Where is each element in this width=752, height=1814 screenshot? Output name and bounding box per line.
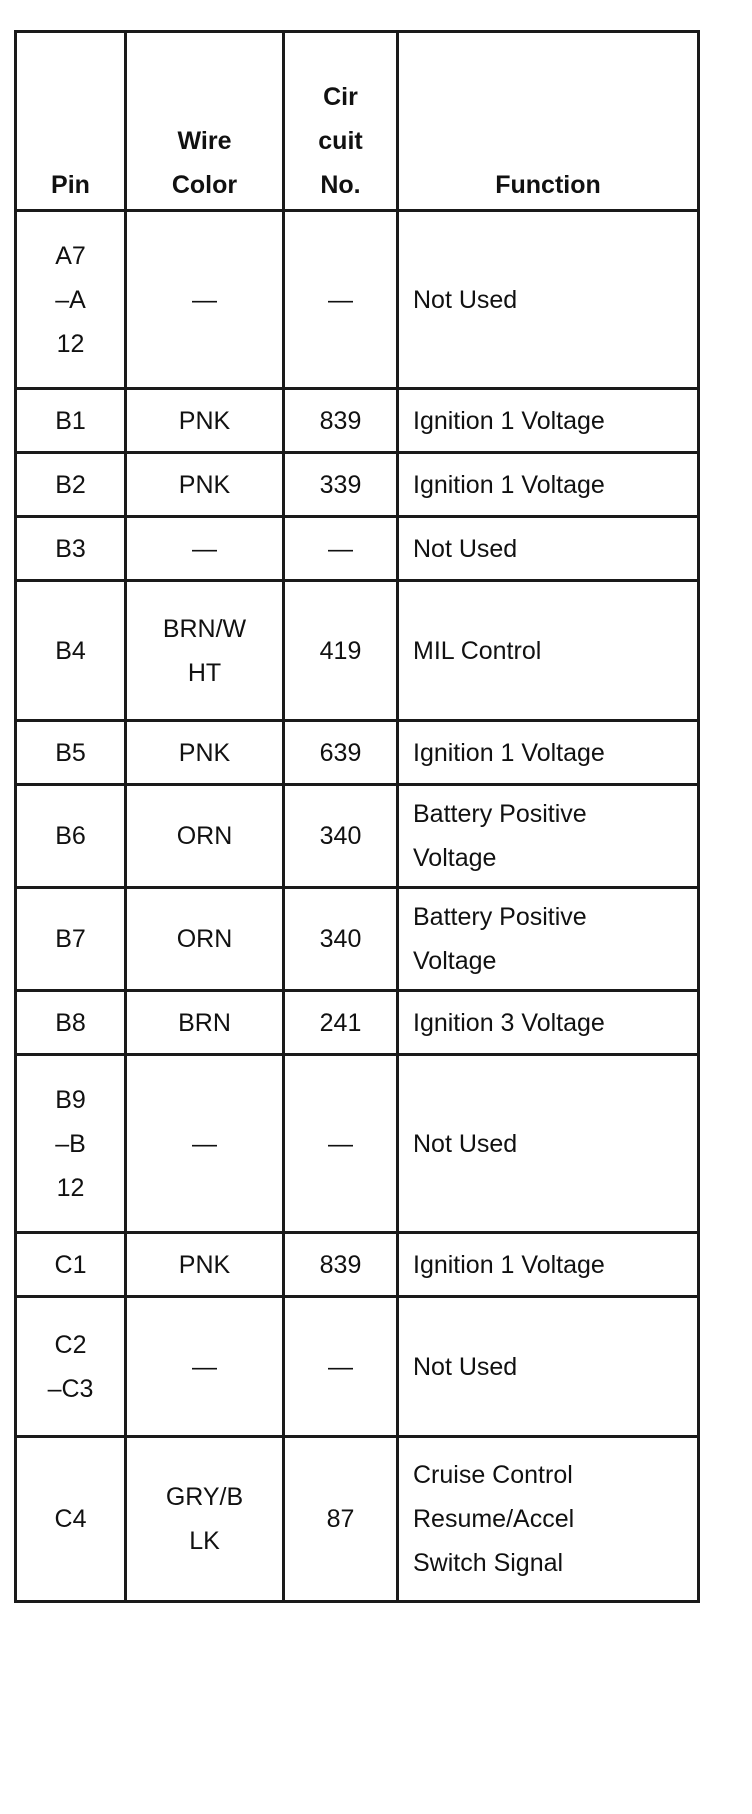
pin-value: C4 <box>54 1505 87 1533</box>
table-row <box>16 1297 699 1437</box>
function-cell <box>398 888 699 991</box>
table-row <box>16 581 699 721</box>
circuit-value: 339 <box>319 470 362 499</box>
circuit-value: — <box>328 1352 353 1381</box>
header-function <box>398 32 699 211</box>
table-row <box>16 785 699 888</box>
wire-color-value: — <box>192 285 217 314</box>
function-cell <box>398 517 699 581</box>
function-value: Ignition 1 Voltage <box>413 738 605 767</box>
wire-color-value: BRN/W HT <box>162 614 247 687</box>
table-row <box>16 1055 699 1233</box>
circuit-value: 241 <box>319 1008 362 1037</box>
pin-cell <box>16 1437 126 1602</box>
function-cell <box>398 1233 699 1297</box>
circuit-cell <box>284 1233 398 1297</box>
header-wire-color <box>126 32 284 211</box>
function-cell <box>398 389 699 453</box>
function-value: Not Used <box>413 1129 518 1158</box>
wire-color-cell <box>126 888 284 991</box>
circuit-value: 839 <box>319 1250 362 1279</box>
wire-color-cell <box>126 453 284 517</box>
pin-value: B1 <box>55 406 86 435</box>
circuit-value: 340 <box>319 925 362 953</box>
header-function-label: Function <box>495 171 601 199</box>
wire-color-cell <box>126 1437 284 1602</box>
function-value: Not Used <box>413 534 518 563</box>
circuit-value: 340 <box>319 822 362 850</box>
wire-color-value: PNK <box>178 738 231 767</box>
function-value: Not Used <box>413 1352 518 1381</box>
pin-value: B4 <box>55 636 86 665</box>
wire-color-value: — <box>192 1129 217 1158</box>
wire-color-cell <box>126 517 284 581</box>
function-value: Ignition 1 Voltage <box>413 406 605 435</box>
header-circuit-no <box>284 32 398 211</box>
circuit-cell <box>284 1055 398 1233</box>
pin-cell <box>16 453 126 517</box>
pin-cell <box>16 517 126 581</box>
pin-cell <box>16 211 126 389</box>
circuit-value: 839 <box>319 406 362 435</box>
header-wire-color-label: Wire Color <box>171 127 238 199</box>
wire-color-cell <box>126 1233 284 1297</box>
function-value: Cruise Control Resume/Accel Switch Signal <box>413 1461 575 1577</box>
pin-value: A7 –A 12 <box>55 241 86 358</box>
wire-color-cell <box>126 785 284 888</box>
function-value: Not Used <box>413 285 518 314</box>
function-cell <box>398 581 699 721</box>
circuit-value: 87 <box>326 1505 355 1533</box>
wire-color-value: PNK <box>178 1250 231 1279</box>
wire-color-value: PNK <box>178 470 231 499</box>
circuit-value: 639 <box>319 738 362 767</box>
wire-color-cell <box>126 1055 284 1233</box>
wire-color-cell <box>126 581 284 721</box>
pin-value: B6 <box>55 822 86 850</box>
pin-value: B5 <box>55 738 86 767</box>
function-value: MIL Control <box>413 636 542 665</box>
table-row <box>16 991 699 1055</box>
table-row <box>16 389 699 453</box>
wire-color-cell <box>126 991 284 1055</box>
pin-cell <box>16 785 126 888</box>
wire-color-cell <box>126 1297 284 1437</box>
wire-color-cell <box>126 211 284 389</box>
table-header-row <box>16 32 699 211</box>
table-row <box>16 1437 699 1602</box>
function-value: Ignition 3 Voltage <box>413 1008 605 1037</box>
pin-cell <box>16 888 126 991</box>
function-value: Battery Positive Voltage <box>413 800 587 872</box>
table-row <box>16 211 699 389</box>
wire-color-value: ORN <box>176 925 233 953</box>
circuit-cell <box>284 991 398 1055</box>
pin-value: B2 <box>55 470 86 499</box>
pin-cell <box>16 1055 126 1233</box>
function-value: Ignition 1 Voltage <box>413 470 605 499</box>
circuit-cell <box>284 389 398 453</box>
circuit-cell <box>284 581 398 721</box>
circuit-value: — <box>328 285 353 314</box>
function-cell <box>398 211 699 389</box>
circuit-cell <box>284 211 398 389</box>
circuit-cell <box>284 517 398 581</box>
function-cell <box>398 991 699 1055</box>
table-row <box>16 721 699 785</box>
function-cell <box>398 721 699 785</box>
pin-value: B3 <box>55 534 86 563</box>
pin-cell <box>16 1233 126 1297</box>
wire-color-value: GRY/B LK <box>165 1483 244 1555</box>
pin-value: C1 <box>54 1250 87 1279</box>
pin-value: B8 <box>55 1008 86 1037</box>
pin-value: C2 –C3 <box>47 1330 94 1403</box>
pin-cell <box>16 389 126 453</box>
table-row <box>16 453 699 517</box>
pin-cell <box>16 1297 126 1437</box>
circuit-cell <box>284 721 398 785</box>
circuit-cell <box>284 1297 398 1437</box>
function-value: Battery Positive Voltage <box>413 903 587 975</box>
wire-color-value: BRN <box>178 1008 231 1037</box>
circuit-value: — <box>328 534 353 563</box>
function-cell <box>398 1055 699 1233</box>
pin-cell <box>16 581 126 721</box>
function-cell <box>398 785 699 888</box>
pin-value: B7 <box>55 925 86 953</box>
wire-color-cell <box>126 721 284 785</box>
pin-cell <box>16 721 126 785</box>
function-value: Ignition 1 Voltage <box>413 1250 605 1279</box>
wire-color-value: ORN <box>176 822 233 850</box>
header-pin <box>16 32 126 211</box>
header-pin-label: Pin <box>51 171 90 199</box>
circuit-cell <box>284 453 398 517</box>
circuit-value: 419 <box>319 636 362 665</box>
circuit-cell <box>284 785 398 888</box>
circuit-value: — <box>328 1129 353 1158</box>
table-row <box>16 517 699 581</box>
connector-pinout-table-container <box>14 30 700 1603</box>
wire-color-value: — <box>192 534 217 563</box>
function-cell <box>398 453 699 517</box>
circuit-cell <box>284 1437 398 1602</box>
pin-value: B9 –B 12 <box>55 1085 86 1202</box>
wire-color-value: — <box>192 1352 217 1381</box>
function-cell <box>398 1437 699 1602</box>
wire-color-value: PNK <box>178 406 231 435</box>
circuit-cell <box>284 888 398 991</box>
connector-pinout-table <box>14 30 700 1603</box>
function-cell <box>398 1297 699 1437</box>
table-row <box>16 888 699 991</box>
wire-color-cell <box>126 389 284 453</box>
table-row <box>16 1233 699 1297</box>
pin-cell <box>16 991 126 1055</box>
header-circuit-no-label: Cir cuit No. <box>318 83 363 199</box>
